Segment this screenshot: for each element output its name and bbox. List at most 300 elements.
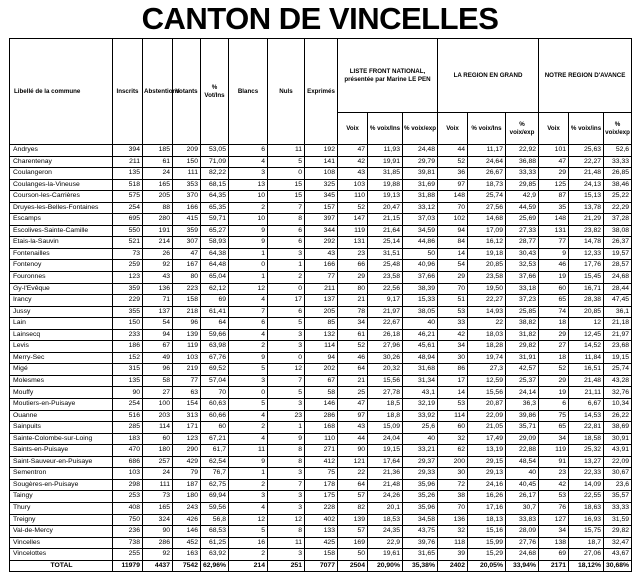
cell-pct-vot-ins: 64 — [201, 318, 229, 330]
cell-nuls: 1 — [268, 260, 305, 272]
cell-exprimes: 157 — [305, 202, 338, 214]
cell-avance-pct-exp: 38,08 — [604, 225, 632, 237]
table-row — [10, 168, 632, 180]
cell-fn-pct-exp: 38,39 — [403, 283, 438, 295]
cell-pct-vot-ins: 56,8 — [201, 514, 229, 526]
cell-inscrits: 236 — [113, 526, 143, 538]
cell-fn-pct-ins: 17,64 — [368, 456, 403, 468]
cell-avance-pct-exp: 26,37 — [604, 237, 632, 249]
cell-fn-voix: 29 — [338, 272, 368, 284]
cell-commune: Lain — [10, 318, 113, 330]
cell-reg-pct-ins: 17,09 — [468, 225, 506, 237]
cell-abstentions: 137 — [143, 306, 173, 318]
cell-avance-pct-ins: 17,76 — [569, 260, 604, 272]
cell-fn-pct-ins: 20,1 — [368, 502, 403, 514]
table-row — [10, 375, 632, 387]
cell-avance-pct-exp: 22,09 — [604, 456, 632, 468]
cell-avance-pct-ins: 18,7 — [569, 537, 604, 549]
table-row — [10, 502, 632, 514]
cell-pct-vot-ins: 63,92 — [201, 549, 229, 561]
cell-pct-vot-ins: 62,96% — [201, 560, 229, 572]
cell-commune: Escamps — [10, 214, 113, 226]
cell-blancs: 5 — [229, 364, 268, 376]
cell-pct-vot-ins: 60,66 — [201, 410, 229, 422]
cell-votants: 167 — [173, 260, 201, 272]
cell-avance-pct-ins: 18,58 — [569, 433, 604, 445]
cell-reg-pct-exp: 33,33 — [506, 168, 539, 180]
cell-fn-pct-ins: 19,61 — [368, 549, 403, 561]
cell-avance-voix: 53 — [539, 491, 569, 503]
cell-fn-voix: 119 — [338, 225, 368, 237]
cell-nuls: 3 — [268, 468, 305, 480]
cell-commune: Sainpuits — [10, 422, 113, 434]
cell-fn-pct-ins: 26,18 — [368, 329, 403, 341]
cell-abstentions: 24 — [143, 168, 173, 180]
table-row — [10, 399, 632, 411]
cell-inscrits: 298 — [113, 479, 143, 491]
cell-reg-pct-ins: 15,16 — [468, 526, 506, 538]
cell-blancs: 2 — [229, 549, 268, 561]
cell-avance-pct-exp: 31,59 — [604, 514, 632, 526]
cell-commune: Fontenoy — [10, 260, 113, 272]
cell-avance-voix: 35 — [539, 202, 569, 214]
cell-reg-voix: 39 — [438, 549, 468, 561]
cell-fn-pct-exp: 31,65 — [403, 549, 438, 561]
cell-nuls: 8 — [268, 456, 305, 468]
cell-avance-pct-exp: 30,68% — [604, 560, 632, 572]
cell-commune: Irancy — [10, 295, 113, 307]
cell-fn-pct-exp: 33,12 — [403, 202, 438, 214]
cell-inscrits: 90 — [113, 387, 143, 399]
cell-reg-pct-ins: 19,74 — [468, 352, 506, 364]
cell-reg-pct-ins: 15,29 — [468, 549, 506, 561]
header-pct-voix-exp: % voix/exp — [403, 113, 438, 145]
cell-exprimes: 178 — [305, 479, 338, 491]
cell-avance-pct-ins: 6,67 — [569, 399, 604, 411]
cell-reg-pct-ins: 24,16 — [468, 479, 506, 491]
cell-exprimes: 425 — [305, 537, 338, 549]
header-blancs: Blancs — [229, 39, 268, 145]
cell-avance-voix: 27 — [539, 341, 569, 353]
cell-fn-pct-exp: 25,6 — [403, 422, 438, 434]
cell-nuls: 6 — [268, 306, 305, 318]
cell-exprimes: 43 — [305, 248, 338, 260]
cell-commune: Courson-les-Carrières — [10, 191, 113, 203]
cell-avance-voix: 29 — [539, 329, 569, 341]
cell-fn-pct-ins: 22,9 — [368, 537, 403, 549]
cell-fn-pct-exp: 37,03 — [403, 214, 438, 226]
cell-abstentions: 43 — [143, 272, 173, 284]
cell-avance-pct-ins: 14,09 — [569, 479, 604, 491]
cell-commune: Sainte-Colombe-sur-Loing — [10, 433, 113, 445]
cell-blancs: 12 — [229, 283, 268, 295]
cell-nuls: 3 — [268, 248, 305, 260]
cell-reg-voix: 32 — [438, 433, 468, 445]
cell-nuls: 8 — [268, 214, 305, 226]
cell-reg-pct-exp: 48,54 — [506, 456, 539, 468]
cell-avance-voix: 148 — [539, 214, 569, 226]
cell-pct-vot-ins: 53,05 — [201, 145, 229, 157]
cell-avance-voix: 19 — [539, 387, 569, 399]
cell-avance-voix: 60 — [539, 283, 569, 295]
cell-avance-pct-ins: 13,27 — [569, 456, 604, 468]
cell-votants: 171 — [173, 422, 201, 434]
cell-avance-pct-ins: 15,45 — [569, 272, 604, 284]
cell-inscrits: 11979 — [113, 560, 143, 572]
cell-exprimes: 77 — [305, 272, 338, 284]
cell-abstentions: 114 — [143, 422, 173, 434]
cell-fn-pct-exp: 46,21 — [403, 329, 438, 341]
cell-reg-voix: 70 — [438, 502, 468, 514]
cell-fn-pct-exp: 29,79 — [403, 156, 438, 168]
cell-blancs: 1 — [229, 248, 268, 260]
cell-reg-pct-ins: 18,13 — [468, 514, 506, 526]
cell-reg-pct-exp: 29,09 — [506, 433, 539, 445]
cell-fn-pct-ins: 31,51 — [368, 248, 403, 260]
cell-commune: Merry-Sec — [10, 352, 113, 364]
cell-abstentions: 165 — [143, 502, 173, 514]
cell-fn-voix: 64 — [338, 364, 368, 376]
header-pct-voix-ins: % voix/Ins — [468, 113, 506, 145]
cell-abstentions: 88 — [143, 202, 173, 214]
cell-commune: Fontenailles — [10, 248, 113, 260]
cell-abstentions: 26 — [143, 248, 173, 260]
header-pct-voix-exp: % voix/exp — [506, 113, 539, 145]
cell-commune: Molesmes — [10, 375, 113, 387]
cell-inscrits: 183 — [113, 433, 143, 445]
cell-reg-pct-ins: 19,18 — [468, 248, 506, 260]
cell-fn-pct-ins: 20,32 — [368, 364, 403, 376]
cell-fn-pct-ins: 20,90% — [368, 560, 403, 572]
cell-inscrits: 359 — [113, 283, 143, 295]
cell-abstentions: 214 — [143, 237, 173, 249]
cell-fn-voix: 82 — [338, 502, 368, 514]
cell-nuls: 3 — [268, 549, 305, 561]
table-row — [10, 468, 632, 480]
table-row — [10, 387, 632, 399]
cell-avance-pct-ins: 15,75 — [569, 526, 604, 538]
cell-avance-pct-exp: 43,91 — [604, 445, 632, 457]
cell-reg-pct-ins: 24,64 — [468, 156, 506, 168]
cell-fn-voix: 61 — [338, 329, 368, 341]
cell-blancs: 4 — [229, 410, 268, 422]
cell-votants: 96 — [173, 318, 201, 330]
cell-avance-pct-ins: 25,63 — [569, 145, 604, 157]
cell-reg-pct-ins: 29,13 — [468, 468, 506, 480]
cell-avance-pct-exp: 24,68 — [604, 272, 632, 284]
cell-exprimes: 344 — [305, 225, 338, 237]
cell-commune: Thury — [10, 502, 113, 514]
cell-fn-voix: 64 — [338, 479, 368, 491]
cell-nuls: 3 — [268, 491, 305, 503]
cell-exprimes: 166 — [305, 260, 338, 272]
cell-exprimes: 211 — [305, 283, 338, 295]
cell-blancs: 11 — [229, 445, 268, 457]
cell-avance-pct-exp: 36,1 — [604, 306, 632, 318]
table-total-row — [10, 560, 632, 572]
cell-avance-voix: 74 — [539, 306, 569, 318]
cell-fn-pct-exp: 29,33 — [403, 468, 438, 480]
cell-inscrits: 521 — [113, 237, 143, 249]
cell-commune: Mouffy — [10, 387, 113, 399]
cell-fn-voix: 22 — [338, 468, 368, 480]
cell-reg-pct-ins: 14,93 — [468, 306, 506, 318]
cell-blancs: 7 — [229, 306, 268, 318]
cell-reg-voix: 52 — [438, 156, 468, 168]
cell-reg-pct-ins: 25,74 — [468, 191, 506, 203]
cell-fn-pct-ins: 21,64 — [368, 225, 403, 237]
cell-votants: 154 — [173, 399, 201, 411]
cell-avance-pct-exp: 19,57 — [604, 248, 632, 260]
cell-commune: Gy-l'Evêque — [10, 283, 113, 295]
cell-reg-pct-ins: 26,67 — [468, 168, 506, 180]
cell-reg-pct-ins: 23,58 — [468, 272, 506, 284]
cell-fn-pct-ins: 21,36 — [368, 468, 403, 480]
cell-fn-pct-ins: 22,67 — [368, 318, 403, 330]
cell-fn-pct-ins: 25,48 — [368, 260, 403, 272]
header-exprimes: Exprimés — [305, 39, 338, 145]
cell-exprimes: 402 — [305, 514, 338, 526]
table-row — [10, 479, 632, 491]
cell-avance-pct-ins: 12,45 — [569, 329, 604, 341]
cell-reg-pct-exp: 22,88 — [506, 445, 539, 457]
cell-nuls: 15 — [268, 179, 305, 191]
cell-fn-pct-ins: 27,96 — [368, 341, 403, 353]
cell-abstentions: 4437 — [143, 560, 173, 572]
cell-reg-pct-exp: 33,18 — [506, 283, 539, 295]
cell-reg-pct-exp: 37,66 — [506, 272, 539, 284]
cell-fn-pct-exp: 35,96 — [403, 479, 438, 491]
cell-reg-voix: 42 — [438, 329, 468, 341]
cell-avance-pct-ins: 27,06 — [569, 549, 604, 561]
cell-blancs: 10 — [229, 191, 268, 203]
cell-avance-voix: 65 — [539, 295, 569, 307]
cell-fn-pct-exp: 44,86 — [403, 237, 438, 249]
cell-nuls: 6 — [268, 225, 305, 237]
cell-exprimes: 7077 — [305, 560, 338, 572]
cell-votants: 359 — [173, 225, 201, 237]
table-row — [10, 433, 632, 445]
cell-pct-vot-ins: 68,53 — [201, 526, 229, 538]
cell-reg-pct-ins: 27,56 — [468, 202, 506, 214]
cell-pct-vot-ins: 59,56 — [201, 502, 229, 514]
cell-avance-voix: 18 — [539, 352, 569, 364]
cell-inscrits: 516 — [113, 410, 143, 422]
cell-avance-pct-exp: 38,69 — [604, 422, 632, 434]
cell-commune: Escolives-Sainte-Camille — [10, 225, 113, 237]
cell-pct-vot-ins: 61,41 — [201, 306, 229, 318]
cell-abstentions: 67 — [143, 341, 173, 353]
cell-inscrits: 229 — [113, 295, 143, 307]
cell-reg-voix: 136 — [438, 514, 468, 526]
cell-votants: 80 — [173, 272, 201, 284]
cell-inscrits: 254 — [113, 202, 143, 214]
cell-inscrits: 255 — [113, 549, 143, 561]
cell-reg-pct-exp: 28,77 — [506, 237, 539, 249]
cell-avance-voix: 131 — [539, 225, 569, 237]
cell-avance-pct-ins: 16,51 — [569, 364, 604, 376]
cell-blancs: 4 — [229, 156, 268, 168]
header-voix: Voix — [338, 113, 368, 145]
cell-blancs: 4 — [229, 295, 268, 307]
cell-fn-pct-exp: 32,19 — [403, 399, 438, 411]
cell-avance-voix: 2171 — [539, 560, 569, 572]
cell-abstentions: 280 — [143, 214, 173, 226]
cell-exprimes: 67 — [305, 375, 338, 387]
table-row — [10, 225, 632, 237]
cell-avance-pct-ins: 13,78 — [569, 202, 604, 214]
cell-avance-voix: 34 — [539, 433, 569, 445]
cell-reg-pct-exp: 25,85 — [506, 306, 539, 318]
cell-avance-pct-exp: 52,6 — [604, 145, 632, 157]
table-header — [10, 39, 632, 145]
cell-fn-pct-ins: 15,09 — [368, 422, 403, 434]
cell-abstentions: 324 — [143, 514, 173, 526]
cell-avance-voix: 119 — [539, 445, 569, 457]
cell-pct-vot-ins: 62,75 — [201, 479, 229, 491]
cell-avance-pct-ins: 11,84 — [569, 352, 604, 364]
cell-avance-pct-exp: 32,47 — [604, 537, 632, 549]
cell-blancs: 9 — [229, 237, 268, 249]
cell-reg-voix: 97 — [438, 179, 468, 191]
cell-avance-pct-ins: 28,38 — [569, 295, 604, 307]
cell-nuls: 8 — [268, 445, 305, 457]
table-row — [10, 341, 632, 353]
cell-reg-pct-ins: 12,59 — [468, 375, 506, 387]
cell-avance-pct-exp: 33,33 — [604, 156, 632, 168]
cell-reg-pct-ins: 20,87 — [468, 399, 506, 411]
table-row — [10, 445, 632, 457]
cell-abstentions: 257 — [143, 456, 173, 468]
cell-avance-pct-ins: 22,33 — [569, 468, 604, 480]
cell-nuls: 17 — [268, 295, 305, 307]
cell-abstentions: 180 — [143, 445, 173, 457]
cell-reg-pct-exp: 27,33 — [506, 225, 539, 237]
cell-nuls: 12 — [268, 514, 305, 526]
cell-fn-pct-ins: 21,15 — [368, 214, 403, 226]
header-abstentions: Abstentions — [143, 39, 173, 145]
cell-reg-voix: 53 — [438, 306, 468, 318]
cell-blancs: 6 — [229, 318, 268, 330]
cell-fn-voix: 139 — [338, 514, 368, 526]
cell-reg-voix: 62 — [438, 445, 468, 457]
cell-reg-pct-ins: 13,19 — [468, 445, 506, 457]
cell-commune: Coulangeron — [10, 168, 113, 180]
cell-inscrits: 285 — [113, 422, 143, 434]
cell-pct-vot-ins: 65,27 — [201, 225, 229, 237]
cell-avance-pct-ins: 21,29 — [569, 214, 604, 226]
cell-exprimes: 228 — [305, 502, 338, 514]
cell-avance-pct-exp: 21,18 — [604, 318, 632, 330]
cell-pct-vot-ins: 69,52 — [201, 364, 229, 376]
cell-reg-voix: 14 — [438, 387, 468, 399]
cell-blancs: 5 — [229, 526, 268, 538]
table-row — [10, 179, 632, 191]
cell-abstentions: 191 — [143, 225, 173, 237]
cell-avance-voix: 18 — [539, 318, 569, 330]
cell-inscrits: 186 — [113, 341, 143, 353]
cell-reg-pct-exp: 40,45 — [506, 479, 539, 491]
header-pct-voix-ins: % voix/Ins — [368, 113, 403, 145]
cell-fn-pct-ins: 15,56 — [368, 375, 403, 387]
cell-pct-vot-ins: 60,63 — [201, 399, 229, 411]
cell-fn-pct-exp: 38,05 — [403, 306, 438, 318]
cell-avance-pct-ins: 25,32 — [569, 445, 604, 457]
cell-fn-voix: 90 — [338, 445, 368, 457]
cell-avance-pct-exp: 43,67 — [604, 549, 632, 561]
cell-avance-pct-ins: 21,48 — [569, 375, 604, 387]
table-row — [10, 214, 632, 226]
cell-fn-pct-exp: 33,21 — [403, 445, 438, 457]
cell-reg-voix: 17 — [438, 375, 468, 387]
cell-reg-pct-exp: 44,59 — [506, 202, 539, 214]
cell-reg-voix: 70 — [438, 283, 468, 295]
cell-avance-pct-exp: 23,68 — [604, 341, 632, 353]
cell-exprimes: 286 — [305, 410, 338, 422]
cell-reg-pct-exp: 36,3 — [506, 399, 539, 411]
cell-avance-pct-exp: 26,22 — [604, 410, 632, 422]
results-table — [9, 38, 632, 572]
cell-nuls: 3 — [268, 502, 305, 514]
cell-fn-pct-exp: 31,88 — [403, 191, 438, 203]
cell-fn-pct-exp: 37,66 — [403, 272, 438, 284]
cell-votants: 313 — [173, 410, 201, 422]
cell-fn-voix: 50 — [338, 549, 368, 561]
cell-fn-voix: 131 — [338, 237, 368, 249]
table-row — [10, 549, 632, 561]
cell-fn-voix: 47 — [338, 145, 368, 157]
cell-avance-pct-ins: 21,11 — [569, 387, 604, 399]
cell-inscrits: 150 — [113, 318, 143, 330]
cell-blancs: 0 — [229, 387, 268, 399]
cell-commune: Vincelottes — [10, 549, 113, 561]
cell-reg-pct-ins: 20,05% — [468, 560, 506, 572]
cell-votants: 166 — [173, 202, 201, 214]
cell-fn-pct-exp: 40,96 — [403, 260, 438, 272]
cell-pct-vot-ins: 63,98 — [201, 341, 229, 353]
cell-inscrits: 738 — [113, 537, 143, 549]
cell-reg-pct-ins: 11,17 — [468, 145, 506, 157]
cell-abstentions: 60 — [143, 433, 173, 445]
cell-commune: Ouanne — [10, 410, 113, 422]
cell-fn-pct-exp: 35,26 — [403, 491, 438, 503]
cell-blancs: 6 — [229, 145, 268, 157]
cell-votants: 7542 — [173, 560, 201, 572]
cell-commune: Andryes — [10, 145, 113, 157]
cell-reg-voix: 102 — [438, 214, 468, 226]
cell-fn-pct-ins: 23,58 — [368, 272, 403, 284]
cell-reg-voix: 70 — [438, 202, 468, 214]
cell-fn-pct-exp: 31,34 — [403, 375, 438, 387]
cell-avance-pct-ins: 15,13 — [569, 191, 604, 203]
cell-fn-voix: 2504 — [338, 560, 368, 572]
cell-fn-pct-exp: 43,75 — [403, 526, 438, 538]
cell-votants: 123 — [173, 433, 201, 445]
table-row — [10, 456, 632, 468]
cell-reg-voix: 60 — [438, 422, 468, 434]
cell-reg-voix: 86 — [438, 364, 468, 376]
cell-avance-pct-ins: 12,33 — [569, 248, 604, 260]
cell-pct-vot-ins: 61,25 — [201, 537, 229, 549]
cell-avance-pct-exp: 25,22 — [604, 191, 632, 203]
cell-avance-voix: 46 — [539, 260, 569, 272]
header-list-front-national: LISTE FRONT NATIONAL, présentée par Marine LE PEN — [338, 39, 438, 113]
table-row — [10, 202, 632, 214]
cell-abstentions: 111 — [143, 479, 173, 491]
cell-abstentions: 205 — [143, 191, 173, 203]
cell-reg-voix: 2402 — [438, 560, 468, 572]
cell-fn-pct-ins: 21,48 — [368, 479, 403, 491]
